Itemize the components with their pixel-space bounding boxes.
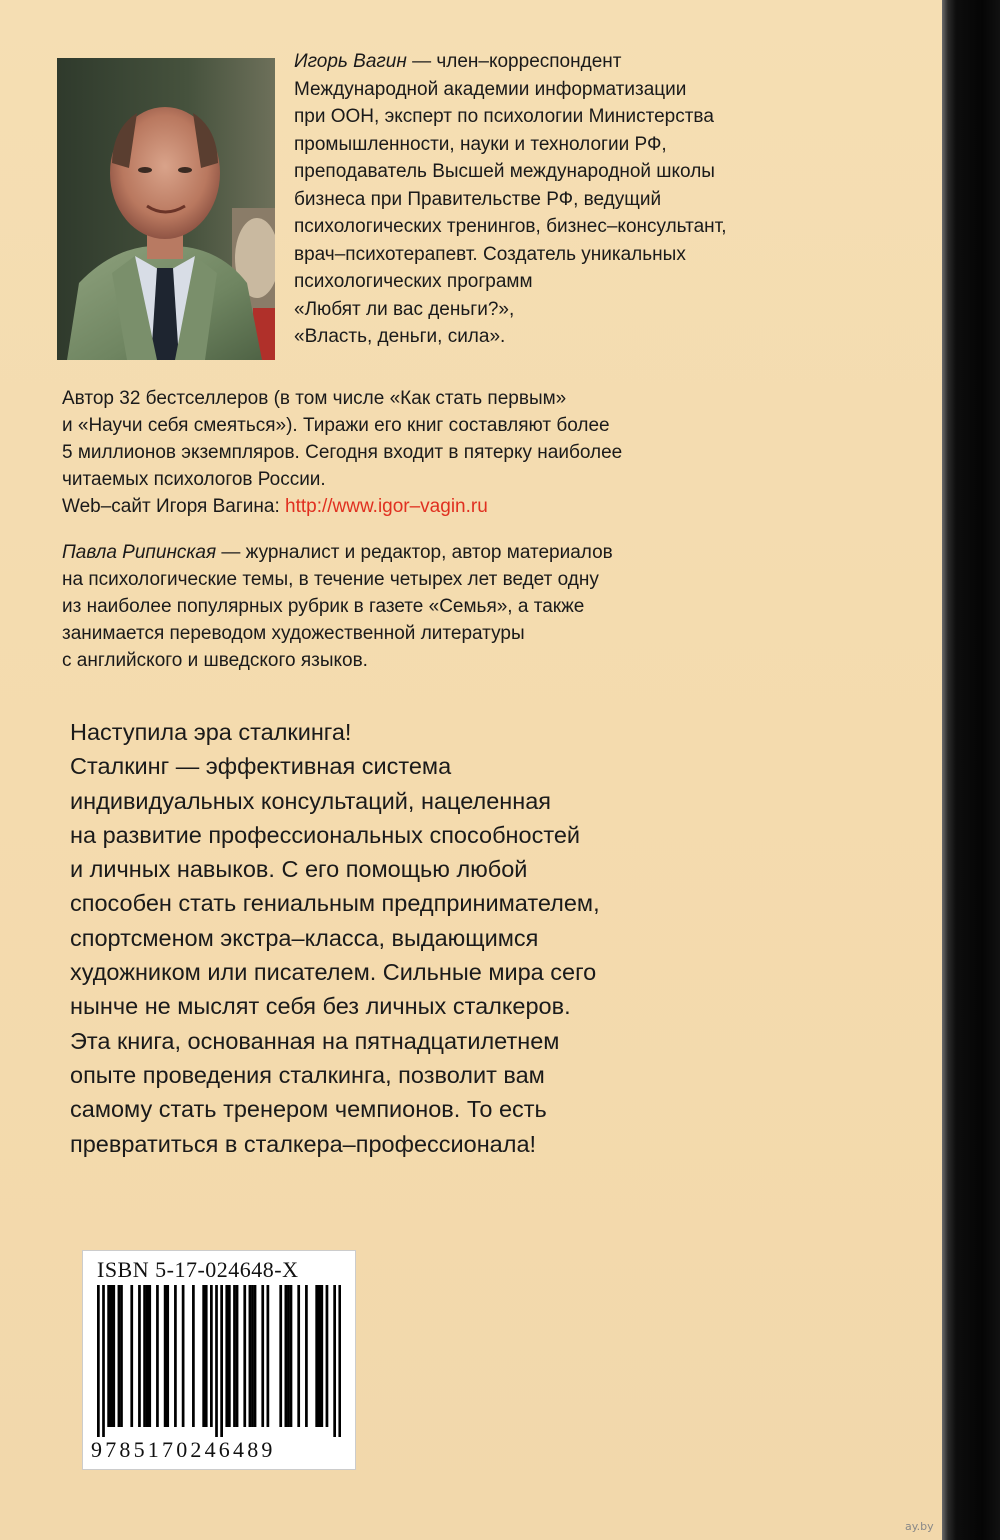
barcode-bar: [284, 1285, 287, 1427]
barcode-bar: [225, 1285, 228, 1427]
barcode-bar: [290, 1285, 293, 1427]
barcode-bar: [182, 1285, 185, 1427]
author2-line: с английского и шведского языков.: [62, 650, 368, 671]
author-more-line: Автор 32 бестселлеров (в том числе «Как стать первым»: [62, 388, 567, 409]
website-line: [62, 493, 622, 520]
barcode-bar: [102, 1285, 105, 1437]
blurb-line: спортсменом экстра–класса, выдающимся: [70, 924, 539, 951]
blurb-line: Сталкинг — эффективная система: [70, 753, 452, 780]
author-bio-vagin: [294, 48, 727, 351]
author-bio-bestsellers: [62, 385, 622, 520]
barcode-bar: [326, 1285, 329, 1427]
barcode-bar: [205, 1285, 208, 1427]
barcode-bar: [287, 1285, 290, 1427]
barcode-bar: [156, 1285, 159, 1427]
barcode-bar: [97, 1285, 100, 1437]
blurb-line: способен стать гениальным предпринимателем,: [70, 890, 600, 917]
author-bio-line: «Власть, деньги, сила».: [294, 326, 506, 347]
barcode-bar: [112, 1285, 115, 1427]
barcode-bar: [338, 1285, 341, 1437]
blurb-line: Эта книга, основанная на пятнадцатилетнем: [70, 1027, 560, 1054]
barcode-bar: [166, 1285, 169, 1427]
barcode-image: [97, 1285, 341, 1437]
author-more-line: и «Научи себя смеяться»). Тиражи его книг составляют более: [62, 415, 610, 436]
author2-name: Павла Рипинская: [62, 542, 217, 563]
barcode-bar: [305, 1285, 308, 1427]
website-label: Web–сайт Игоря Вагина:: [62, 496, 286, 517]
author-bio-line: врач–психотерапевт. Создатель уникальных: [294, 243, 686, 265]
author-bio-line: психологических программ: [294, 271, 533, 292]
barcode-bar: [243, 1285, 246, 1427]
author-more-line: читаемых психологов России.: [62, 469, 326, 490]
author-bio-line: Игорь Вагин — член–корреспондент: [294, 51, 622, 72]
author-name: Игорь Вагин: [294, 51, 407, 72]
barcode-bar: [118, 1285, 121, 1427]
barcode-bar: [192, 1285, 195, 1427]
author-bio-line: «Любят ли вас деньги?»,: [294, 298, 515, 320]
barcode-bar: [318, 1285, 321, 1427]
barcode-bar: [233, 1285, 236, 1427]
author-more-line: 5 миллионов экземпляров. Сегодня входит в пятерку наиболее: [62, 442, 623, 463]
ean-digits: 9785170246489: [91, 1437, 276, 1462]
author-bio-line: психологических тренингов, бизнес–консультант,: [294, 216, 727, 237]
barcode-bar: [279, 1285, 282, 1427]
author2-line: на психологические темы, в течение четырех лет ведет одну: [62, 569, 599, 590]
barcode-bar: [210, 1285, 213, 1427]
blurb-line: превратиться в сталкера–профессионала!: [70, 1130, 537, 1157]
barcode-bar: [146, 1285, 149, 1427]
author-bio-line: бизнеса при Правительстве РФ, ведущий: [294, 188, 662, 210]
barcode-bar: [267, 1285, 270, 1427]
barcode-bar: [333, 1285, 336, 1437]
blurb-line: опыте проведения сталкинга, позволит вам: [70, 1061, 545, 1088]
barcode-bar: [251, 1285, 254, 1427]
barcode-bar: [130, 1285, 133, 1427]
author2-line: Павла Рипинская — журналист и редактор, автор материалов: [62, 542, 613, 563]
barcode-bar: [315, 1285, 318, 1427]
barcode-bar: [202, 1285, 205, 1427]
barcode-bar: [148, 1285, 151, 1427]
barcode-bar: [107, 1285, 110, 1427]
barcode-bar: [174, 1285, 177, 1427]
author-bio-line: при ООН, эксперт по психологии Министерства: [294, 106, 714, 127]
barcode-bar: [215, 1285, 218, 1437]
blurb-line: индивидуальных консультаций, нацеленная: [70, 787, 552, 814]
blurb-line: Наступила эра сталкинга!: [70, 719, 352, 745]
barcode-bar: [254, 1285, 257, 1427]
author-portrait-image: [57, 58, 275, 360]
barcode-bar: [320, 1285, 323, 1427]
barcode-bar: [110, 1285, 113, 1427]
blurb-line: художником или писателем. Сильные мира сего: [70, 959, 597, 986]
blurb-line: нынче не мыслят себя без личных сталкеров.: [70, 993, 571, 1020]
barcode-bar: [236, 1285, 239, 1427]
author-bio-ripinskaya: [62, 539, 613, 674]
book-blurb: [70, 715, 600, 1161]
blurb-line: на развитие профессиональных способностей: [70, 821, 581, 848]
barcode-bar: [220, 1285, 223, 1437]
barcode-bar: [261, 1285, 264, 1427]
author2-line: из наиболее популярных рубрик в газете «Семья», а также: [62, 596, 585, 617]
barcode-bar: [249, 1285, 252, 1427]
isbn-label: ISBN 5-17-024648-X: [97, 1257, 299, 1282]
book-spine-edge: [942, 0, 1000, 1540]
author-bio-line: промышленности, науки и технологии РФ,: [294, 133, 667, 155]
website-link[interactable]: http://www.igor–vagin.ru: [285, 496, 488, 517]
blurb-line: и личных навыков. С его помощью любой: [70, 856, 528, 883]
blurb-line: самому стать тренером чемпионов. То есть: [70, 1096, 547, 1123]
barcode-bar: [228, 1285, 231, 1427]
author-bio-line: преподаватель Высшей международной школы: [294, 161, 715, 182]
barcode-bar: [164, 1285, 167, 1427]
barcode-bar: [120, 1285, 123, 1427]
barcode-bar: [138, 1285, 141, 1427]
author-photo: [57, 58, 275, 360]
author-bio-line: Международной академии информатизации: [294, 78, 687, 100]
watermark-text: ay.by: [905, 1520, 934, 1533]
isbn-barcode-block: [82, 1250, 356, 1470]
author2-line: занимается переводом художественной литературы: [62, 623, 525, 644]
barcode-bar: [297, 1285, 300, 1427]
barcode-bar: [143, 1285, 146, 1427]
